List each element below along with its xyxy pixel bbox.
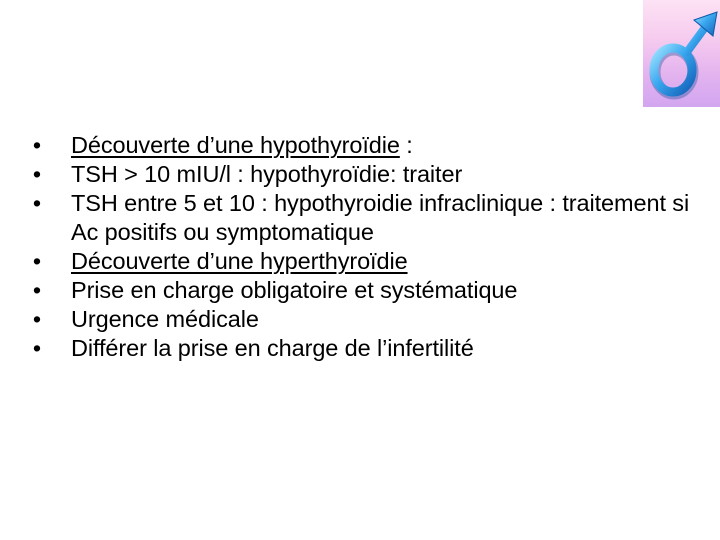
bullet-marker: • [32,277,42,303]
list-item [0,160,720,189]
item-text: Découverte d’une hyperthyroïdie [71,248,408,274]
list-item [0,189,720,247]
bullet-marker: • [32,132,42,158]
item-text: Découverte d’une hypothyroïdie [71,132,400,158]
bullet-marker: • [32,335,42,361]
bullet-marker: • [32,190,42,216]
bullet-marker: • [32,248,42,274]
item-text: TSH > 10 mIU/l : hypothyroïdie: traiter [71,161,463,187]
list-item [0,131,720,160]
item-suffix: : [399,132,413,158]
item-text: TSH entre 5 et 10 : hypothyroidie infraclinique : traitement si Ac positifs ou symptomatique [71,190,690,245]
item-text: Prise en charge obligatoire et systématique [71,277,518,303]
bullet-list [0,131,720,363]
list-item [0,276,720,305]
bullet-marker: • [32,161,42,187]
list-item [0,334,720,363]
bullet-marker: • [32,306,42,332]
list-item [0,247,720,276]
list-item [0,305,720,334]
item-text: Urgence médicale [71,306,259,332]
male-symbol-icon [643,0,720,107]
item-text: Différer la prise en charge de l’infertilité [71,335,474,361]
